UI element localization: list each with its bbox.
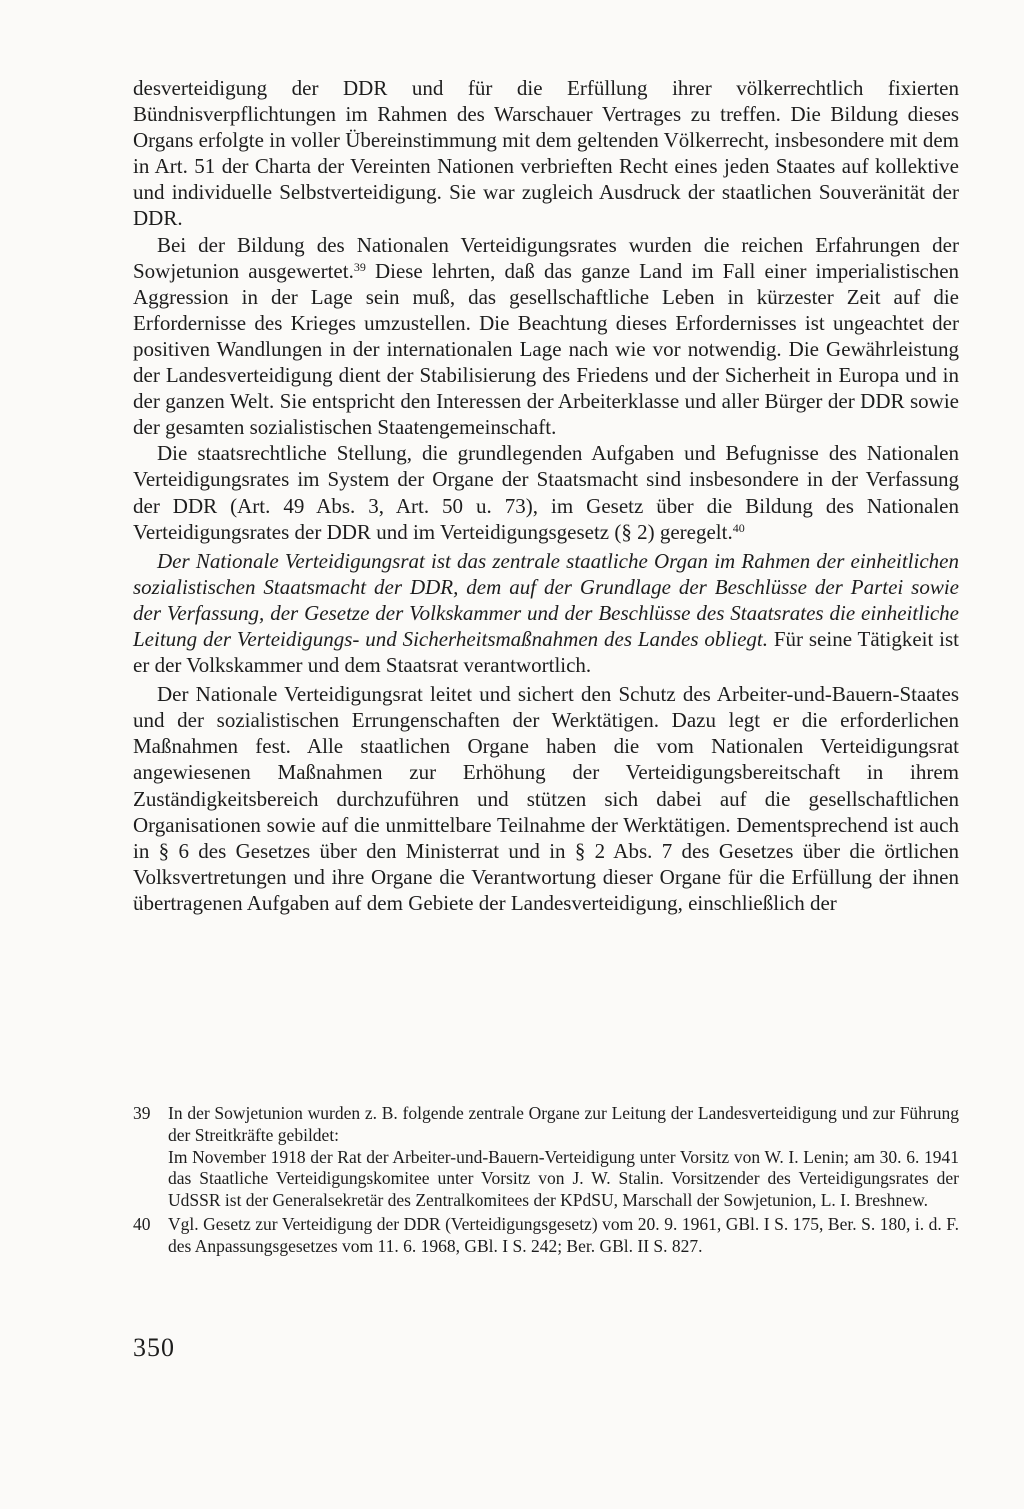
- footnotes: [133, 1103, 959, 1260]
- footnote-line: Vgl. Gesetz zur Verteidigung der DDR (Verteidigungsgesetz) vom 20. 9. 1961, GBl. I S. 175, Ber. S. 180, i. d. F. des Anpassungsgesetzes vom 11. 6. 1968, GBl. I S. 242; Ber. GBl. II S. 827.: [168, 1213, 959, 1256]
- page-number: 350: [133, 1333, 175, 1362]
- footnote-ref-40: 40: [732, 520, 745, 535]
- paragraph-2-text-b: Diese lehrten, daß das ganze Land im Fall einer imperialistischen Aggression in der Lage sein muß, das gesellschaftliche Leben in kürzester Zeit auf die Erfordernisse des Krieges umzustellen. Die Beachtung dieses Erfordernisses ist ungeachtet der positiven Wandlungen in der internationalen Lage nach wie vor notwendig. Die Gewährleistung der Landesverteidigung dient der Stabilisierung des Friedens und der Sicherheit in Europa und in der ganzen Welt. Sie entspricht den Interessen der Arbeiterklasse und aller Bürger der DDR sowie der gesamten sozialistischen Staatengemeinschaft.: [133, 258, 960, 440]
- paragraph-2-text-a: Bei der Bildung des Nationalen Verteidigungsrates wurden die reichen Erfahrungen der Sowjetunion ausgewertet.: [133, 232, 959, 283]
- paragraph-4-text: Für seine Tätigkeit ist er der Volkskammer und dem Staatsrat verantwortlich.: [133, 626, 960, 678]
- paragraph-2: [133, 232, 959, 441]
- paragraph-5-text: Der Nationale Verteidigungsrat leitet und sichert den Schutz des Arbeiter-und-Bauern-Staates und der sozialistischen Errungenschaften der Werktätigen. Dazu legt er die erforderlichen Maßnahmen fest. Alle staatlichen Organe haben die vom Nationalen Verteidigungsrat angewiesenen Maßnahmen zur Erhöhung der Verteidigungsbereitschaft in ihrem Zuständigkeitsbereich durchzuführen und stützen sich dabei auf die gesellschaftlichen Organisationen sowie auf die unmittelbare Teilnahme der Werktätigen. Dementsprechend ist auch in § 6 des Gesetzes über den Ministerrat und in § 2 Abs. 7 des Gesetzes über die örtlichen Volksvertretungen und ihre Organe die Verantwortung dieser Organe für die Erfüllung der ihnen übertragenen Aufgaben auf dem Gebiete der Landesverteidigung, einschließlich der: [133, 682, 959, 915]
- paragraph-4: [133, 548, 959, 678]
- paragraph-1: [133, 75, 959, 232]
- paragraph-3-text: Die staatsrechtliche Stellung, die grundlegenden Aufgaben und Befugnisse des Nationalen Verteidigungsrates im System der Organe der Staatsmacht sind insbesondere in der Verfassung der DDR (Art. 49 Abs. 3, Art. 50 u. 73), im Gesetz über die Bildung des Nationalen Verteidigungsrates der DDR und im Verteidigungsgesetz (§ 2) geregelt.: [133, 441, 959, 544]
- main-text: [133, 75, 959, 916]
- paragraph-1-text: desverteidigung der DDR und für die Erfüllung ihrer völkerrechtlich fixierten Bündnisverpflichtungen im Rahmen des Warschauer Vertrages zu treffen. Die Bildung dieses Organs erfolgte in voller Übereinstimmung mit dem geltenden Völkerrecht, insbesondere mit dem in Art. 51 der Charta der Vereinten Nationen verbrieften Recht eines jeden Staates auf kollektive und individuelle Selbstverteidigung. Sie war zugleich Ausdruck der staatlichen Souveränität der DDR.: [133, 76, 959, 231]
- paragraph-5: [133, 681, 959, 916]
- footnote-40: [133, 1214, 959, 1258]
- footnote-number: 39: [133, 1103, 151, 1123]
- footnote-line: Im November 1918 der Rat der Arbeiter-und-Bauern-Verteidigung unter Vorsitz von W. I. Lenin; am 30. 6. 1941 das Staatliche Verteidigungskomitee unter Vorsitz von J. W. Stalin. Vorsitzender des Verteidigungsrates der UdSSR ist der Generalsekretär des Zentralkomitees der KPdSU, Marschall der Sowjetunion, L. I. Breshnew.: [168, 1146, 959, 1211]
- footnote-number: 40: [133, 1213, 151, 1234]
- footnote-ref-39: 39: [353, 259, 366, 274]
- footnote-39: [133, 1103, 959, 1212]
- paragraph-4-italic-definition: Der Nationale Verteidigungsrat ist das zentrale staatliche Organ im Rahmen der einheitlichen sozialistischen Staatsmacht der DDR, dem auf der Grundlage der Beschlüsse der Partei sowie der Verfassung, der Gesetze der Volkskammer und der Beschlüsse des Staatsrates die einheitliche Leitung der Verteidigungs- und Sicherheitsmaßnahmen des Landes obliegt.: [133, 548, 959, 651]
- footnote-line: In der Sowjetunion wurden z. B. folgende zentrale Organe zur Leitung der Landesverteidigung und zur Führung der Streitkräfte gebildet:: [168, 1103, 959, 1145]
- paragraph-3: [133, 440, 959, 544]
